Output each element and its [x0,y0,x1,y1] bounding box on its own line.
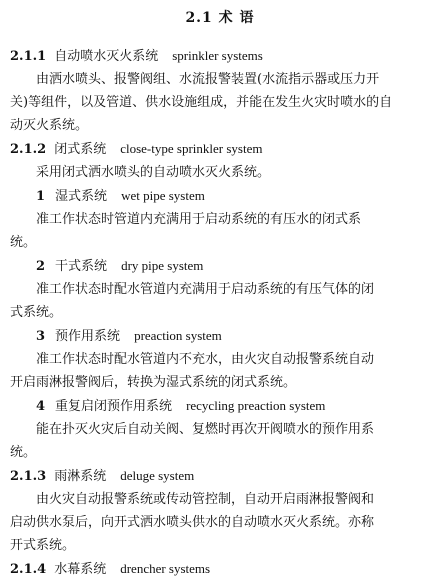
definition-line: 开式系统。 [10,538,76,553]
term-english: drencher systems [120,561,211,576]
subterm-number: 4 [36,399,46,414]
term-chinese: 闭式系统 [54,142,107,157]
subterm-heading-2 [10,254,430,278]
term-number: 2.1.1 [10,49,47,64]
section-title: 2.1 术 语 [185,10,255,26]
definition-line: 统。 [10,235,37,250]
subterm-chinese: 预作用系统 [55,329,121,344]
term-chinese: 自动喷水灭火系统 [54,49,159,64]
subterm-number: 2 [36,259,46,274]
term-heading-2-1-4 [10,557,430,581]
definition-line: 统。 [10,445,37,460]
definition-line: 开启雨淋报警阀后，转换为湿式系统的闭式系统。 [10,375,297,390]
term-chinese: 雨淋系统 [54,469,107,484]
subterm-chinese: 湿式系统 [55,189,108,204]
term-number: 2.1.3 [10,469,47,484]
term-english: close-type sprinkler system [120,141,263,156]
subterm-chinese: 重复启闭预作用系统 [55,399,173,414]
definition-line: 启动供水泵后，向开式洒水喷头供水的自动喷水灭火系统。亦称 [10,515,375,530]
definition-line: 动灭火系统。 [10,118,89,133]
definition-line: 关)等组件，以及管道、供水设施组成，并能在发生火灾时喷水的自 [10,95,393,110]
subterm-english: recycling preaction system [186,398,326,413]
subterm-heading-3 [10,324,430,348]
subterm-english: wet pipe system [121,188,205,203]
subterm-english: preaction system [134,328,222,343]
definition-line: 由洒水喷头、报警阀组、水流报警装置(水流指示器或压力开 [36,72,380,87]
definition-line: 由火灾自动报警系统或传动管控制，自动开启雨淋报警阀和 [36,492,375,507]
subterm-number: 1 [36,189,46,204]
term-chinese: 水幕系统 [54,562,107,577]
definition-line: 能在扑灭火灾后自动关阀、复燃时再次开阀喷水的预作用系 [36,422,375,437]
term-heading-2-1-3 [10,464,430,488]
term-english: deluge system [120,468,195,483]
term-heading-2-1-2 [10,137,430,161]
term-heading-2-1-1 [10,44,430,68]
definition-line: 准工作状态时配水管道内充满用于启动系统的有压气体的闭 [36,282,375,297]
subterm-heading-1 [10,184,430,208]
definition-line: 准工作状态时管道内充满用于启动系统的有压水的闭式系 [36,212,362,227]
subterm-number: 3 [36,329,46,344]
definition-line: 采用闭式洒水喷头的自动喷水灭火系统。 [36,165,271,180]
term-number: 2.1.2 [10,142,47,157]
subterm-chinese: 干式系统 [55,259,108,274]
subterm-english: dry pipe system [121,258,204,273]
definition-line: 准工作状态时配水管道内不充水，由火灾自动报警系统自动 [36,352,375,367]
definition-line: 式系统。 [10,305,63,320]
term-english: sprinkler systems [172,48,263,63]
subterm-heading-4 [10,394,430,418]
term-number: 2.1.4 [10,562,47,577]
